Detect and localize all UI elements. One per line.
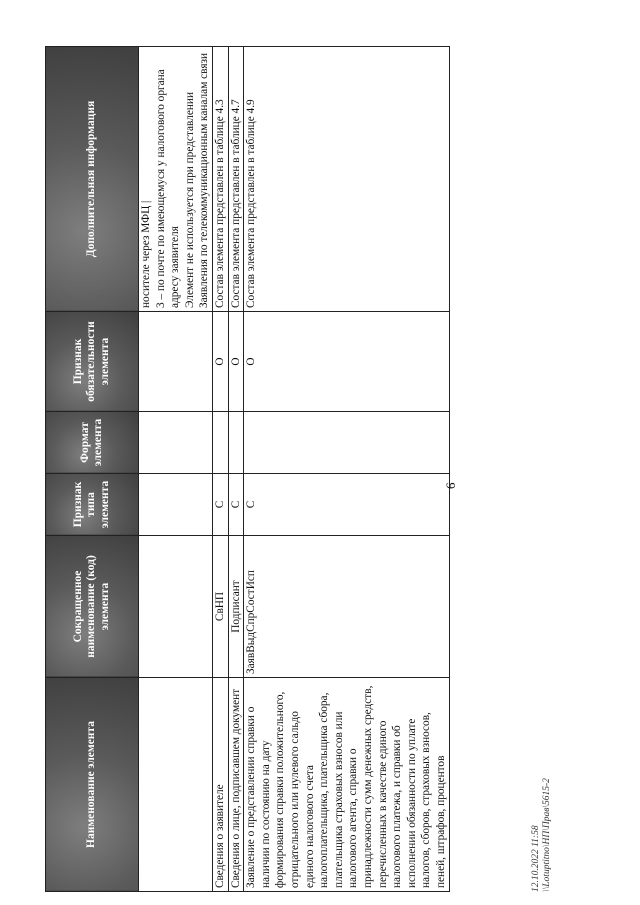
elements-table bbox=[45, 46, 450, 892]
header-element-format: Формат элемента bbox=[46, 412, 139, 474]
cell-info: носителе через МФЦ | 3 – по почте по имеющемуся у налогового органа адресу заявителя Элемент не используется при представлении Заявления по телекоммуникационным каналам связи bbox=[139, 47, 213, 312]
cell-name: Сведения о заявителе bbox=[213, 678, 229, 892]
cell-name: Сведения о лице, подписавшем документ bbox=[228, 678, 244, 892]
page-number: 6 bbox=[443, 482, 458, 489]
cell-code: ЗаявВыдСпрСостИсп bbox=[244, 536, 449, 678]
cell-required bbox=[139, 312, 213, 412]
rotated-page-content bbox=[45, 47, 565, 892]
footer-path: \\Lotuptitno\НП\Прав\5615-2 bbox=[542, 778, 552, 892]
cell-required: О bbox=[244, 312, 449, 412]
header-element-required: Признак обязательности элемента bbox=[46, 312, 139, 412]
cell-name bbox=[139, 678, 213, 892]
cell-type bbox=[139, 474, 213, 536]
cell-required: О bbox=[228, 312, 244, 412]
table-row bbox=[139, 47, 213, 892]
cell-code: СвНП bbox=[213, 536, 229, 678]
cell-format bbox=[213, 412, 229, 474]
cell-info: Состав элемента представлен в таблице 4.9 bbox=[244, 47, 449, 312]
footer-datetime: 12.10.2022 11:58 bbox=[531, 825, 541, 892]
table-row bbox=[213, 47, 229, 892]
table-header-row bbox=[46, 47, 139, 892]
cell-type: С bbox=[213, 474, 229, 536]
header-additional-info: Дополнительная информация bbox=[46, 47, 139, 312]
cell-code: Подписант bbox=[228, 536, 244, 678]
cell-type: С bbox=[228, 474, 244, 536]
cell-format bbox=[228, 412, 244, 474]
table-row bbox=[228, 47, 244, 892]
footer-stamp bbox=[531, 778, 553, 892]
cell-info: Состав элемента представлен в таблице 4.3 bbox=[213, 47, 229, 312]
cell-type: С bbox=[244, 474, 449, 536]
header-element-code: Сокращенное наименование (код) элемента bbox=[46, 536, 139, 678]
header-element-name: Наименование элемента bbox=[46, 678, 139, 892]
table-row bbox=[244, 47, 449, 892]
cell-code bbox=[139, 536, 213, 678]
header-element-type: Признак типа элемента bbox=[46, 474, 139, 536]
cell-info: Состав элемента представлен в таблице 4.7 bbox=[228, 47, 244, 312]
cell-format bbox=[139, 412, 213, 474]
cell-name: Заявление о представлении справки о наличии по состоянию на дату формирования справки положительного, отрицательного или нулевого сальдо единого налогового счета налогоплательщика, плательщика сбора, плательщика страховых взносов или налогового агента, справки о принадлежности сумм денежных средств, перечисленных в качестве единого налогового платежа, и справки об исполнении обязанности по уплате налогов, сборов, страховых взносов, пеней, штрафов, процентов bbox=[244, 678, 449, 892]
cell-required: О bbox=[213, 312, 229, 412]
cell-format bbox=[244, 412, 449, 474]
